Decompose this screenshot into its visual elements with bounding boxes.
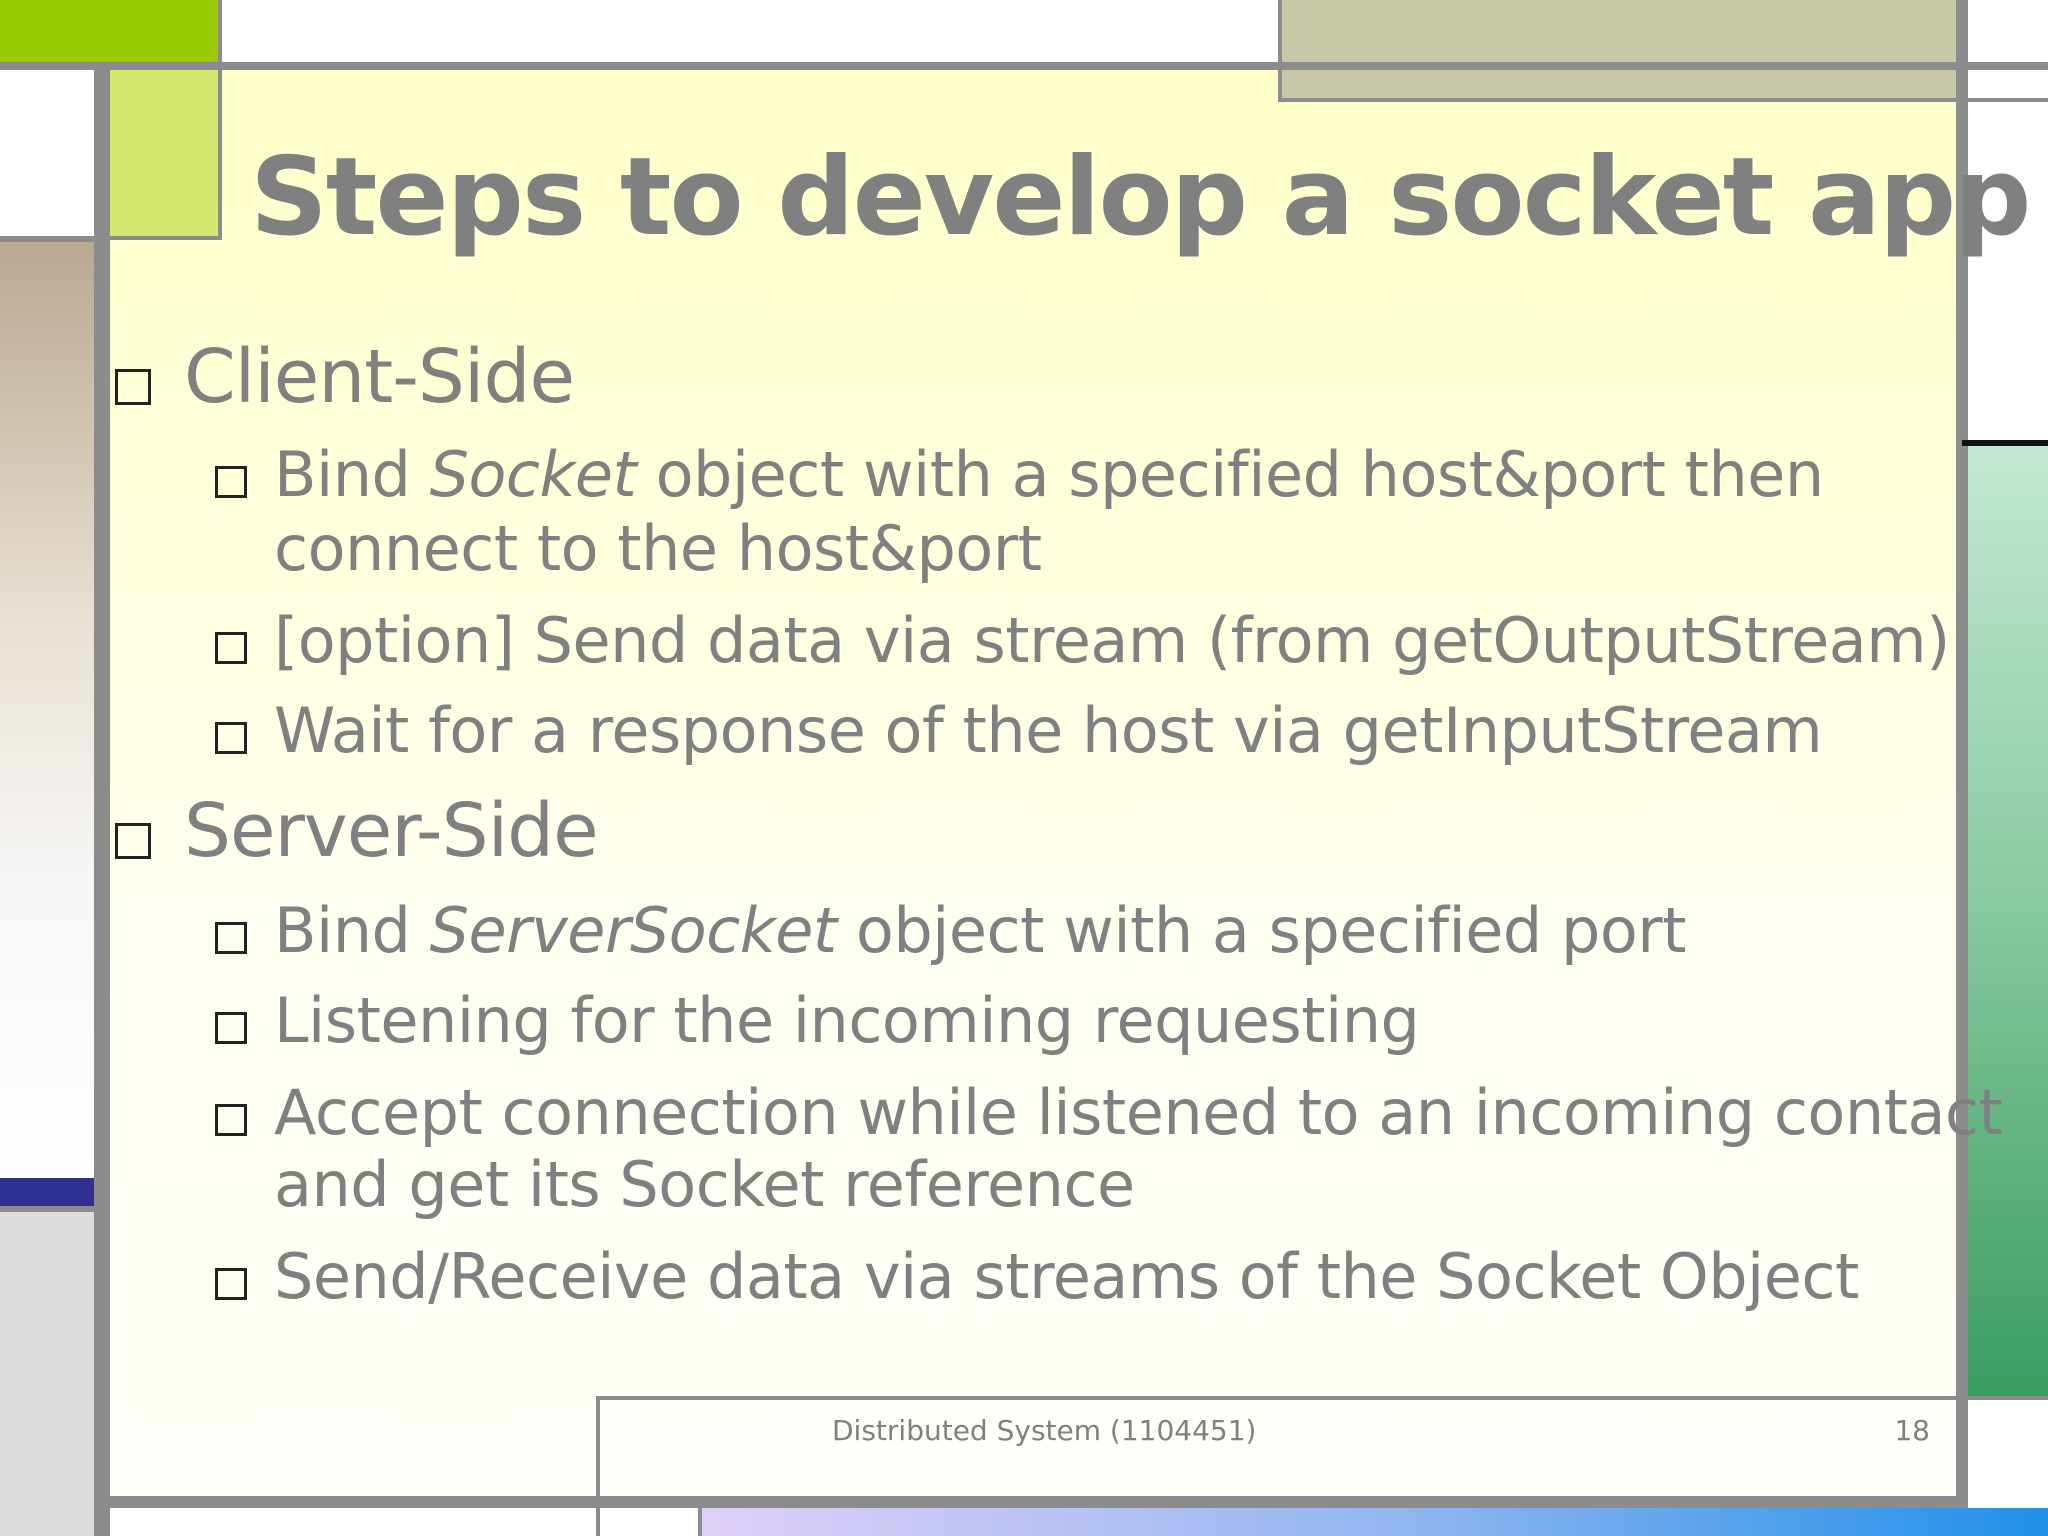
frame-line-title-block-right <box>218 0 222 240</box>
bullet-square-icon <box>215 922 247 954</box>
bullet-square-icon <box>215 632 247 664</box>
client-item-1 <box>274 438 1824 512</box>
frame-line-top <box>0 62 2048 70</box>
server-item-1 <box>274 894 1686 968</box>
frame-line-left-strip-top <box>0 236 96 242</box>
frame-line-right-strip-top <box>1962 440 2048 446</box>
left-lower-block <box>0 1212 94 1536</box>
client-item-1-pre: Bind <box>274 438 430 511</box>
left-gradient-strip <box>0 240 94 1180</box>
server-item-3: Accept connection while listened to an incoming contact <box>274 1076 2003 1149</box>
frame-line-top-right <box>1278 98 2048 102</box>
client-item-1-post: object with a specified host&port then <box>636 438 1824 511</box>
bullet-square-icon <box>115 823 151 859</box>
server-item-4: Send/Receive data via streams of the Socket Object <box>274 1240 1859 1313</box>
slide-number: 18 <box>1894 1414 1930 1447</box>
bullet-square-icon <box>215 722 247 754</box>
server-item-1-pre: Bind <box>274 894 430 967</box>
slide-title: Steps to develop a socket app <box>250 135 2030 260</box>
frame-line-title-block-bottom <box>110 236 222 240</box>
bottom-gradient-strip <box>702 1508 2048 1536</box>
right-gradient-strip <box>1966 446 2048 1398</box>
frame-line-bottom <box>94 1496 1968 1508</box>
bullet-square-icon <box>115 369 151 405</box>
client-item-1-emphasis: Socket <box>429 438 637 511</box>
frame-line-left-strip-bottom <box>0 1206 96 1212</box>
frame-line-khaki-left <box>1278 0 1282 102</box>
server-item-3-line2: and get its Socket reference <box>274 1148 1135 1221</box>
section-heading-server: Server-Side <box>184 788 598 874</box>
title-accent-block <box>110 70 220 238</box>
client-item-1-line2: connect to the host&port <box>274 512 1042 585</box>
slide-footer: Distributed System (1104451) <box>832 1414 1257 1447</box>
top-right-accent-block <box>1280 0 1960 100</box>
footer-box-left <box>596 1396 600 1536</box>
left-navy-band <box>0 1178 94 1206</box>
footer-box-top <box>596 1396 1958 1400</box>
section-heading-client: Client-Side <box>184 334 574 420</box>
bottom-strip-left <box>698 1506 702 1536</box>
bullet-square-icon <box>215 1268 247 1300</box>
bullet-square-icon <box>215 466 247 498</box>
bullet-square-icon <box>215 1104 247 1136</box>
top-left-accent-block <box>0 0 220 64</box>
server-item-1-emphasis: ServerSocket <box>429 894 837 967</box>
frame-line-right-strip-bottom <box>1962 1396 2048 1400</box>
client-item-3: Wait for a response of the host via getInputStream <box>274 694 1823 767</box>
server-item-1-post: object with a specified port <box>836 894 1687 967</box>
client-item-2: [option] Send data via stream (from getOutputStream) <box>274 604 1950 677</box>
bullet-square-icon <box>215 1012 247 1044</box>
server-item-2: Listening for the incoming requesting <box>274 984 1420 1057</box>
frame-line-left <box>94 68 110 1536</box>
